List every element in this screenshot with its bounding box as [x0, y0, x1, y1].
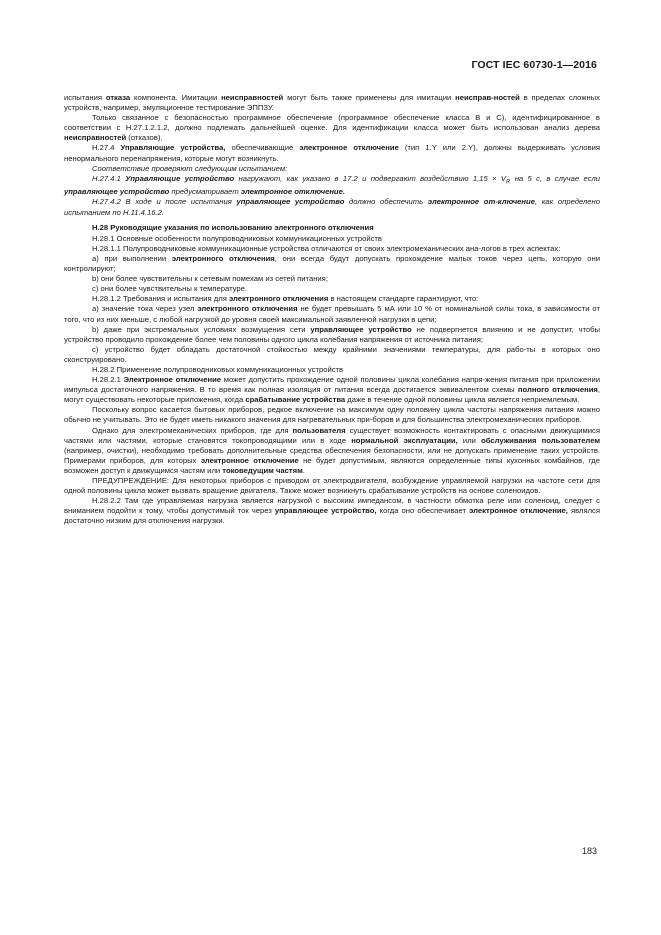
paragraph [64, 345, 600, 365]
text-run: Н.28.2.1 [92, 375, 124, 385]
paragraph [64, 174, 600, 198]
text-run: электронное от-ключение [427, 197, 535, 207]
text-run: не будет допустимым, являются определенные типы кухонных комбайнов, где возможен доступ к движущимся частям или [64, 455, 601, 475]
text-run: управляющее устройство, [274, 506, 377, 516]
text-run: а) при выполнении [92, 253, 172, 263]
text-run: . [302, 465, 305, 475]
text-run: нормальной эксплуатации, [351, 435, 458, 445]
text-run: когда оно обеспечивает [376, 506, 470, 516]
text-run: Н.28.2 Применение полупроводниковых коммуникационных устройств [92, 364, 344, 374]
text-run: даже в течение одной половины цикла является неприемлемым. [345, 395, 580, 405]
text-run: испытания [64, 93, 106, 102]
paragraph [64, 254, 600, 274]
text-run: (например, очистки), необходимо требовать дополнительные средства обеспечения безопасности, или не допускать применение таких устройств. Примерами приборов, для которых [64, 445, 600, 465]
paragraph [64, 375, 600, 405]
text-run: являлся достаточно низким для отключения нагрузки. [64, 506, 600, 526]
paragraph [64, 197, 600, 217]
document-body [64, 93, 600, 526]
text-run: ПРЕДУПРЕЖДЕНИЕ: Для некоторых приборов с приводом от электродвигателя, возбуждение управляемой нагрузки на частоте сети для одной половины цикла может вызвать вращение двигателя. Также может возникнуть срабатывание устройств на основе соленоидов. [64, 476, 600, 496]
text-run: в пределах сложных устройств, например, эмуляционное тестирование ЭППЗУ. [64, 93, 600, 113]
text-run: а) значение тока через узел [92, 304, 198, 314]
paragraph [64, 274, 600, 284]
document-header: ГОСТ IEC 60730-1—2016 [471, 59, 597, 71]
text-run: управляющее устройство [310, 324, 412, 334]
text-run: предусматривает [169, 187, 241, 197]
text-run: (отказов). [126, 133, 163, 143]
text-run: электронного отключения [228, 294, 329, 304]
text-run: Н.28.1.2 Требования и испытания для [92, 294, 229, 304]
paragraph [64, 325, 600, 345]
text-run: неисправ-ностей [455, 93, 520, 102]
text-run: Только связанное с безопасностью программное обеспечение (программное обеспечение класса В и С), идентифицированное в соответствии с Н.27.1.2.1.2, должно подлежать дальнейшей оценке. Для идентификации класса может быть использован анализ дерева [64, 113, 600, 133]
text-run: электронное отключение. [240, 187, 345, 197]
text-run: компонента. Имитации [130, 93, 222, 102]
text-run: , могут существовать некоторые приложения, когда [64, 385, 600, 405]
text-run: , как определено испытанием по Н.11.4.16.2. [64, 197, 600, 217]
text-run: полного отключения [517, 385, 598, 395]
paragraph [64, 426, 600, 476]
text-run: обеспечивающие [225, 143, 300, 153]
text-run: на 5 с, в случае если [510, 173, 600, 183]
paragraph [64, 304, 600, 324]
paragraph [64, 405, 600, 425]
text-run: или [457, 435, 482, 445]
text-run: Н.27.4.1 [92, 173, 126, 183]
text-run: существует возможность контактировать с опасными движущимися частями или частями, которые становятся токопроводящими или в ходе [64, 425, 600, 445]
text-run: Электронное отключение [123, 375, 222, 385]
text-run: (тип 1.Y или 2.Y), должны выдерживать условия ненормального перенапряжения, которые могут возникнуть. [64, 143, 600, 163]
text-run: b) даже при экстремальных условиях возмущения сети [92, 324, 311, 334]
text-run: b) они более чувствительны к сетевым помехам из сетей питания; [92, 274, 328, 284]
text-run: электронного отключения [171, 253, 275, 263]
text-run: неисправностей [64, 133, 127, 143]
paragraph [64, 234, 600, 244]
paragraph [64, 113, 600, 143]
text-run: могут быть также применены для имитации [283, 93, 456, 102]
text-run: с) они более чувствительны к температуре. [92, 284, 248, 294]
text-run: нагружают, как указано в 17.2 и подвергают воздействию 1,15 × V [234, 173, 506, 183]
text-run: токоведущим частям [222, 465, 303, 475]
text-run: в настоящем стандарте гарантируют, что: [328, 294, 479, 304]
paragraph [64, 93, 600, 113]
text-run: Н.28.1.1 Полупроводниковые коммуникационные устройства отличаются от своих электромеханических ана-логов в трех аспектах: [92, 243, 561, 253]
text-run: Н.27.4.2 В ходе и после испытания [92, 197, 237, 207]
paragraph [64, 284, 600, 294]
paragraph [64, 365, 600, 375]
text-run: электронное отключение [200, 455, 299, 465]
text-run: Управляющие устройство [125, 173, 235, 183]
text-run: R [505, 179, 511, 186]
text-run: электронного отключения [197, 304, 298, 314]
text-run: не будет превышать 5 мА или 10 % от номинальной силы тока, в зависимости от того, что из них меньше, с любой нагрузкой до уровня своей максимальной заявленной нагрузки в цепи; [64, 304, 601, 324]
text-run: электронное отключение, [469, 506, 568, 516]
paragraph [64, 476, 600, 496]
text-run: Поскольку вопрос касается бытовых приборов, редкое включение на максимум одну половину цикла частоты напряжения питания можно обычно не учитывать. Это не будет иметь никакого значения для нагревательных при-боров и для большинства электромеханических приборов. [64, 405, 600, 425]
paragraph [64, 244, 600, 254]
text-run: управляющее устройство [236, 197, 345, 207]
text-run: управляющее устройство [64, 187, 170, 197]
text-run: отказа [105, 93, 131, 102]
text-run: пользователя [292, 425, 346, 435]
text-run: Управляющие устройства, [120, 143, 226, 153]
text-run: должно обеспечить [344, 197, 428, 207]
text-run: Однако для электромеханических приборов, где для [92, 425, 293, 435]
text-run: может допустить прохождение одной половины цикла колебания напря-жения питания при приложении импульса достаточного напряжения. В то время как полная изоляция от питания всегда достигается эквивалентом схемы [64, 375, 600, 395]
text-run: Соответствие проверяют следующим испытанием: [92, 163, 288, 173]
text-run: неисправностей [221, 93, 284, 102]
text-run: электронное отключение [299, 143, 399, 153]
text-run: срабатывание устройства [245, 395, 346, 405]
text-run: , они всегда будут допускать прохождение малых токов через цепь, которую они контролируют; [64, 253, 600, 274]
text-run: не подвергнется влиянию и не допустит, чтобы устройство проводило прохождение более чем половины одного цикла колебания напряжения от источника питания; [64, 324, 600, 344]
paragraph [64, 164, 600, 174]
text-run: с) устройство будет обладать достаточной стойкостью между крайними значениями температуры, для рабо-ты в которых оно сконструировано. [64, 344, 600, 364]
page-number: 183 [581, 846, 597, 856]
section-heading [64, 223, 600, 233]
text-run: Н.28 Руководящие указания по использованию электронного отключения [92, 222, 374, 232]
text-run: обслуживания пользователем [481, 435, 600, 445]
paragraph [64, 496, 600, 526]
text-run: Н.27.4 [92, 143, 121, 153]
text-run: Н.28.1 Основные особенности полупроводниковых коммуникационных устройств [92, 233, 382, 243]
paragraph [64, 143, 600, 163]
paragraph [64, 294, 600, 304]
text-run: Н.28.2.2 Там где управляемая нагрузка является нагрузкой с высоким импедансом, в частности обмотка реле или соленоид, следует с вниманием подойти к тому, чтобы допустимый ток через [64, 496, 600, 516]
